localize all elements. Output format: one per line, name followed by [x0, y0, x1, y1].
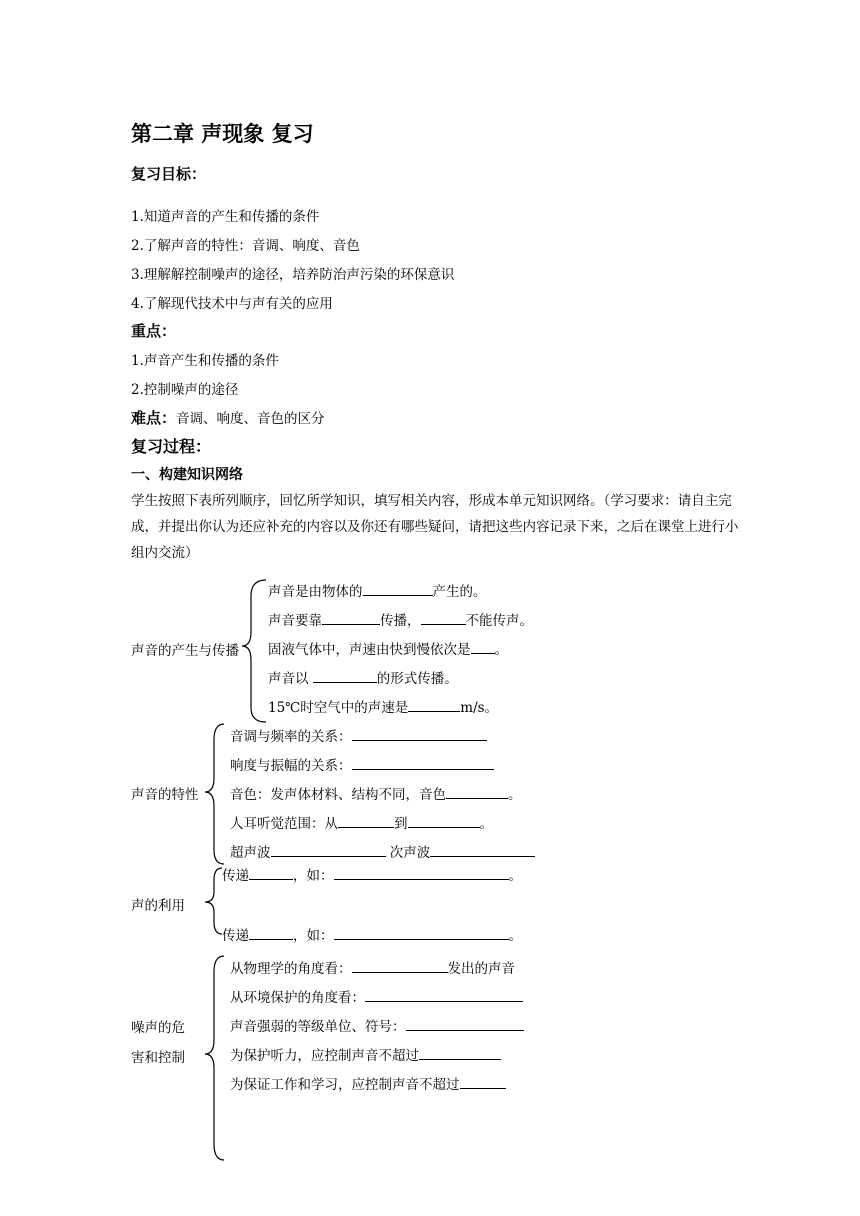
page-title: 第二章 声现象 复习	[131, 122, 314, 146]
fill-blank[interactable]	[313, 670, 377, 683]
fill-blank[interactable]	[352, 960, 448, 973]
row-text: 声音以	[268, 671, 313, 687]
difficulty-heading: 难点：	[131, 409, 177, 427]
goals-heading: 复习目标：	[131, 165, 207, 183]
row-text: 从物理学的角度看：	[230, 961, 352, 977]
row-text: 产生的。	[432, 584, 487, 600]
process-heading: 复习过程：	[131, 437, 212, 456]
fill-blank[interactable]	[338, 815, 394, 828]
features-row-1	[230, 725, 487, 745]
fill-blank[interactable]	[271, 844, 386, 857]
noise-row-4	[230, 1044, 501, 1064]
fill-blank[interactable]	[419, 1047, 501, 1060]
production-row-4	[268, 667, 458, 687]
group-label-use: 声的利用	[131, 898, 185, 914]
goal-item: 3.理解解控制噪声的途径，培养防治声污染的环保意识	[131, 267, 455, 283]
fill-blank[interactable]	[334, 867, 509, 880]
fill-blank[interactable]	[249, 867, 293, 880]
production-row-2	[268, 609, 533, 629]
fill-blank[interactable]	[365, 989, 523, 1002]
row-text: 发出的声音	[447, 961, 515, 977]
row-text: 固液气体中，声速由快到慢依次是	[268, 642, 471, 658]
noise-row-5	[230, 1073, 506, 1093]
row-text: 。	[508, 868, 522, 884]
row-text: 人耳听觉范围：从	[230, 816, 338, 832]
row-text: 传播，	[380, 613, 421, 629]
group-label-noise-1: 噪声的危	[131, 1020, 185, 1036]
use-row-2	[222, 924, 522, 944]
fill-blank[interactable]	[471, 641, 495, 654]
row-text: 。	[508, 928, 522, 944]
row-text: 为保护听力，应控制声音不超过	[230, 1048, 419, 1064]
brace-noise	[205, 956, 224, 1160]
fill-blank[interactable]	[446, 786, 508, 799]
fill-blank[interactable]	[322, 612, 380, 625]
brace-production	[242, 580, 266, 722]
row-text: 传递	[222, 928, 249, 944]
goal-item: 2.了解声音的特性：音调、响度、音色	[131, 238, 360, 254]
group-label-noise-2: 害和控制	[131, 1050, 185, 1066]
production-row-1	[268, 580, 487, 600]
noise-row-2	[230, 986, 523, 1006]
brace-use	[205, 868, 222, 934]
intro-paragraph: 学生按照下表所列顺序，回忆所学知识，填写相关内容，形成本单元知识网络。（学习要求：请自主完成，并提出你认为还应补充的内容以及你还有哪些疑问，请把这些内容记录下来，之后在课堂上进行小组内交流）	[131, 493, 739, 561]
fill-blank[interactable]	[249, 927, 293, 940]
goal-item: 1.知道声音的产生和传播的条件	[131, 209, 320, 225]
row-text: 次声波	[385, 845, 431, 861]
fill-blank[interactable]	[408, 699, 460, 712]
features-row-4	[230, 812, 493, 832]
fill-blank[interactable]	[430, 844, 535, 857]
fill-blank[interactable]	[406, 1018, 524, 1031]
noise-row-3	[230, 1015, 524, 1035]
row-text: ，如：	[293, 868, 334, 884]
key-heading: 重点：	[131, 322, 177, 340]
row-text: 。	[508, 787, 522, 803]
row-text: 声音是由物体的	[268, 584, 363, 600]
goal-item: 4.了解现代技术中与声有关的应用	[131, 296, 333, 312]
row-text: 声音强弱的等级单位、符号：	[230, 1019, 406, 1035]
features-row-2	[230, 754, 494, 774]
brace-features	[205, 724, 224, 864]
fill-blank[interactable]	[408, 815, 480, 828]
row-text: 为保证工作和学习，应控制声音不超过	[230, 1077, 460, 1093]
noise-row-1	[230, 957, 515, 977]
production-row-3	[268, 638, 508, 658]
use-row-1	[222, 864, 522, 884]
group-label-features: 声音的特性	[131, 787, 199, 803]
row-text: 不能传声。	[465, 613, 533, 629]
production-row-5	[268, 696, 498, 716]
row-text: 。	[479, 816, 493, 832]
row-text: 到	[394, 816, 408, 832]
row-text: 。	[494, 642, 508, 658]
fill-blank[interactable]	[460, 1076, 506, 1089]
row-text: 15℃时空气中的声速是	[268, 700, 409, 716]
features-row-3	[230, 783, 522, 803]
row-text: 从环境保护的角度看：	[230, 990, 365, 1006]
row-text: 传递	[222, 868, 249, 884]
fill-blank[interactable]	[363, 583, 433, 596]
section1-heading: 一、构建知识网络	[131, 467, 243, 483]
difficulty-text: 音调、响度、音色的区分	[176, 411, 325, 427]
key-item: 1.声音产生和传播的条件	[131, 353, 279, 369]
row-text: 音色：发声体材料、结构不同，音色	[230, 787, 446, 803]
row-text: 的形式传播。	[376, 671, 458, 687]
group-label-production: 声音的产生与传播	[131, 643, 239, 659]
row-text: ，如：	[293, 928, 334, 944]
fill-blank[interactable]	[352, 757, 494, 770]
fill-blank[interactable]	[352, 728, 487, 741]
key-item: 2.控制噪声的途径	[131, 382, 239, 398]
row-text: 响度与振幅的关系：	[230, 758, 352, 774]
row-text: 声音要靠	[268, 613, 322, 629]
row-text: m/s。	[460, 700, 499, 716]
row-text: 音调与频率的关系：	[230, 729, 352, 745]
fill-blank[interactable]	[334, 927, 509, 940]
features-row-5	[230, 841, 535, 861]
fill-blank[interactable]	[421, 612, 466, 625]
row-text: 超声波	[230, 845, 271, 861]
